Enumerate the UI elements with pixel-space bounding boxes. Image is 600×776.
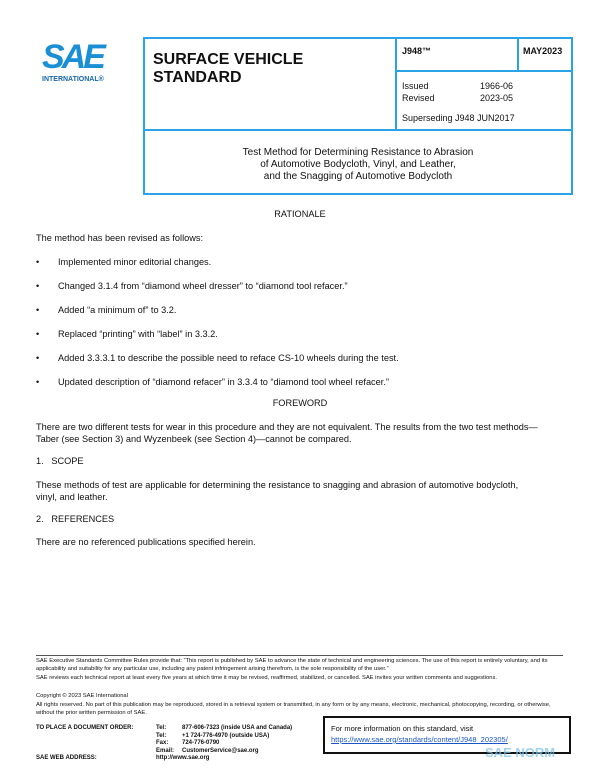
doc-number: J948™ — [397, 39, 519, 72]
scope-text: vinyl, and leather. — [36, 492, 108, 502]
standard-link[interactable]: https://www.sae.org/standards/content/J948_202305/ — [331, 735, 508, 744]
list-item: • Added 3.3.3.1 to describe the possible need to reface CS-10 wheels during the test. — [36, 353, 399, 363]
scope-heading: 1. SCOPE — [36, 456, 84, 466]
email-link[interactable]: CustomerService@sae.org — [182, 747, 259, 754]
foreword-text: Taber (see Section 3) and Wyzenbeek (see Section 4)—cannot be compared. — [36, 434, 352, 444]
list-item: • Replaced “printing” with “label” in 3.3.2. — [36, 329, 218, 339]
doc-history: Issued 1966-06 Revised 2023-05 Superseding J948 JUN2017 — [397, 72, 571, 131]
list-item: • Updated description of “diamond refacer” in 3.3.4 to “diamond tool wheel refacer.” — [36, 377, 389, 387]
web-link[interactable]: http://www.sae.org — [156, 755, 210, 762]
footer-rules: SAE Executive Standards Committee Rules provide that: “This report is published by SAE to advance the state of technical and engineering sciences. The use of this report is entirely voluntary, and its applicability and suitability for any particular use, including any patent infringement arising therefrom, is the sole responsibility of the user.” — [36, 658, 548, 672]
foreword-heading: FOREWORD — [272, 398, 328, 408]
footer-copyright: Copyright © 2023 SAE International — [36, 693, 128, 699]
sae-logo: SAE INTERNATIONAL® — [42, 38, 104, 83]
foreword-text: There are two different tests for wear in this procedure and they are not equivalent. The results from the two test methods— — [36, 422, 538, 432]
references-text: There are no referenced publications specified herein. — [36, 537, 256, 547]
rationale-heading: RATIONALE — [274, 209, 326, 219]
list-item: • Implemented minor editorial changes. — [36, 257, 212, 267]
footer-review: SAE reviews each technical report at least every five years at which time it may be revised, reaffirmed, stabilized, or cancelled. SAE invites your written comments and suggestions. — [36, 675, 497, 681]
scope-text: These methods of test are applicable for determining the resistance to snagging and abrasion of automotive bodycloth, — [36, 480, 519, 490]
document-type: SURFACE VEHICLE STANDARD — [145, 39, 397, 131]
footer-divider — [36, 655, 563, 656]
superseding: Superseding J948 JUN2017 — [402, 113, 515, 123]
watermark: SAE NORM — [485, 745, 556, 760]
list-item: • Changed 3.1.4 from “diamond wheel dresser” to “diamond tool refacer.” — [36, 281, 348, 291]
footer-rights: All rights reserved. No part of this publication may be reproduced, stored in a retrieval system or transmitted, in any form or by any means, electronic, mechanical, photocopying, recording, or otherwise, without the prior written permission of SAE. — [36, 702, 551, 716]
contacts: Tel: 877-606-7323 (inside USA and Canada) Tel: +1 724-776-4970 (outside USA) Fax: 724-776-0790 Email: CustomerService@sae.org http://www.sae.org — [156, 725, 293, 762]
references-heading: 2. REFERENCES — [36, 514, 115, 524]
doc-title: Test Method for Determining Resistance to Abrasion of Automotive Bodycloth, Vinyl, and Leather, and the Snagging of Automotive Bodycloth — [242, 147, 474, 182]
list-item: • Added “a minimum of” to 3.2. — [36, 305, 177, 315]
web-label: SAE WEB ADDRESS: — [36, 755, 97, 761]
doc-date: MAY2023 — [519, 39, 571, 72]
header-box — [143, 37, 573, 195]
order-label: TO PLACE A DOCUMENT ORDER: — [36, 725, 134, 731]
info-box: For more information on this standard, visit https://www.sae.org/standards/content/J948_202305/ — [323, 716, 571, 754]
rationale-intro: The method has been revised as follows: — [36, 233, 203, 243]
